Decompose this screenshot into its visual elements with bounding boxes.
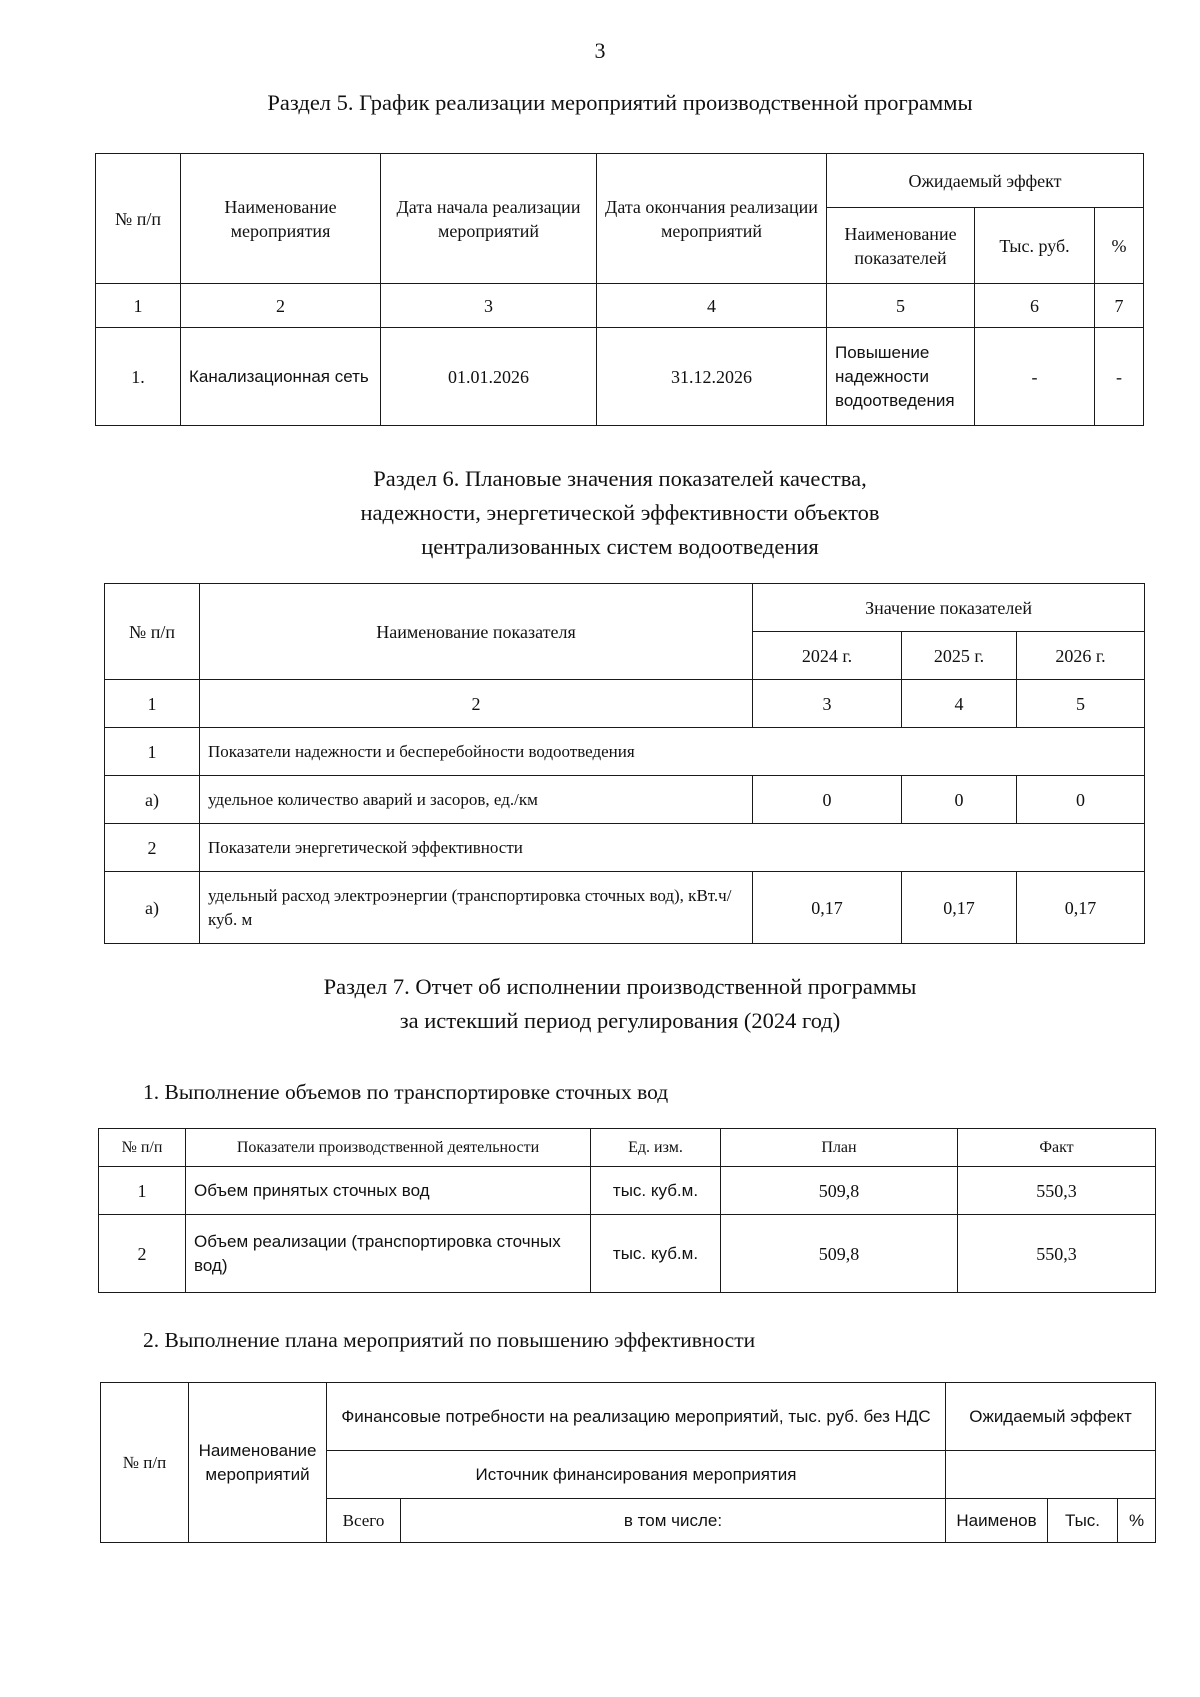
- header-start-date: Дата начала реализации мероприятий: [381, 154, 597, 284]
- header-plan: План: [721, 1129, 958, 1167]
- row-percent: -: [1095, 328, 1144, 426]
- header-end-date: Дата окончания реализации мероприятий: [597, 154, 827, 284]
- row-start-date: 01.01.2026: [381, 328, 597, 426]
- group-row: [105, 728, 1145, 776]
- col-num-7: 7: [1095, 284, 1144, 328]
- col-num-5: 5: [1017, 680, 1145, 728]
- col-num-4: 4: [902, 680, 1017, 728]
- efficiency-plan-table: [100, 1382, 1156, 1543]
- row-indicator: Объем принятых сточных вод: [186, 1167, 591, 1215]
- row-indicator-name: удельное количество аварий и засоров, ед./км: [200, 776, 753, 824]
- row-fact: 550,3: [958, 1167, 1156, 1215]
- section-5-title: Раздел 5. График реализации мероприятий производственной программы: [267, 90, 973, 115]
- col-num-6: 6: [975, 284, 1095, 328]
- section-6-title-line-3: централизованных систем водоотведения: [421, 534, 819, 559]
- row-plan: 509,8: [721, 1215, 958, 1293]
- header-financial-needs: Финансовые потребности на реализацию мероприятий, тыс. руб. без НДС: [327, 1383, 946, 1451]
- header-percent: %: [1118, 1499, 1156, 1543]
- section-5-table: [95, 153, 1144, 426]
- table-row: [105, 776, 1145, 824]
- header-thousand-rub: Тыс. руб.: [975, 208, 1095, 284]
- section-6-title-line-2: надежности, энергетической эффективности объектов: [360, 500, 880, 525]
- row-number: а): [105, 776, 200, 824]
- section-6-title-line-1: Раздел 6. Плановые значения показателей качества,: [373, 466, 867, 491]
- row-unit: тыс. куб.м.: [591, 1215, 721, 1293]
- row-number: 1: [99, 1167, 186, 1215]
- header-funding-source: Источник финансирования мероприятия: [327, 1451, 946, 1499]
- header-expected-effect-cont: [946, 1451, 1156, 1499]
- subsection-2-title: 2. Выполнение плана мероприятий по повышению эффективности: [143, 1328, 756, 1352]
- table-row: [105, 872, 1145, 944]
- header-indicator-values: Значение показателей: [753, 584, 1145, 632]
- section-7-title-line-2: за истекший период регулирования (2024 год): [399, 1008, 841, 1033]
- row-number: 2: [99, 1215, 186, 1293]
- header-activity-name: Наименование мероприятия: [181, 154, 381, 284]
- header-year-2024: 2024 г.: [753, 632, 902, 680]
- header-expected-effect: Ожидаемый эффект: [946, 1383, 1156, 1451]
- volumes-table: [98, 1128, 1156, 1293]
- col-num-3: 3: [381, 284, 597, 328]
- header-number: № п/п: [101, 1383, 189, 1543]
- row-value-2026: 0,17: [1017, 872, 1145, 944]
- table-row: [99, 1215, 1156, 1293]
- section-6-table: [104, 583, 1145, 944]
- header-indicator-name: Наименов: [946, 1499, 1048, 1543]
- col-num-1: 1: [96, 284, 181, 328]
- header-year-2026: 2026 г.: [1017, 632, 1145, 680]
- row-thousand-rub: -: [975, 328, 1095, 426]
- row-value-2025: 0,17: [902, 872, 1017, 944]
- page-number: 3: [594, 38, 606, 63]
- header-indicator-name: Наименование показателей: [827, 208, 975, 284]
- header-percent: %: [1095, 208, 1144, 284]
- header-total: Всего: [327, 1499, 401, 1543]
- col-num-4: 4: [597, 284, 827, 328]
- row-indicator: Объем реализации (транспортировка сточных вод): [186, 1215, 591, 1293]
- table-row: [96, 328, 1144, 426]
- col-num-1: 1: [105, 680, 200, 728]
- col-num-5: 5: [827, 284, 975, 328]
- header-indicator: Показатели производственной деятельности: [186, 1129, 591, 1167]
- row-value-2024: 0: [753, 776, 902, 824]
- header-number: № п/п: [105, 584, 200, 680]
- group-name: Показатели энергетической эффективности: [200, 824, 1145, 872]
- group-number: 1: [105, 728, 200, 776]
- table-row: [99, 1167, 1156, 1215]
- group-number: 2: [105, 824, 200, 872]
- row-value-2024: 0,17: [753, 872, 902, 944]
- section-7-title-line-1: Раздел 7. Отчет об исполнении производственной программы: [323, 974, 917, 999]
- header-year-2025: 2025 г.: [902, 632, 1017, 680]
- row-value-2026: 0: [1017, 776, 1145, 824]
- row-indicator-name: удельный расход электроэнергии (транспортировка сточных вод), кВт.ч/куб. м: [200, 872, 753, 944]
- header-fact: Факт: [958, 1129, 1156, 1167]
- col-num-2: 2: [181, 284, 381, 328]
- group-name: Показатели надежности и бесперебойности водоотведения: [200, 728, 1145, 776]
- header-activity-name: Наименование мероприятий: [189, 1383, 327, 1543]
- header-number: № п/п: [99, 1129, 186, 1167]
- row-activity-name: Канализационная сеть: [181, 328, 381, 426]
- header-indicator-name: Наименование показателя: [200, 584, 753, 680]
- row-end-date: 31.12.2026: [597, 328, 827, 426]
- row-plan: 509,8: [721, 1167, 958, 1215]
- header-thousand-rub: Тыс.: [1048, 1499, 1118, 1543]
- group-row: [105, 824, 1145, 872]
- row-value-2025: 0: [902, 776, 1017, 824]
- subsection-1-title: 1. Выполнение объемов по транспортировке сточных вод: [143, 1080, 669, 1104]
- row-number: 1.: [96, 328, 181, 426]
- header-number: № п/п: [96, 154, 181, 284]
- header-expected-effect: Ожидаемый эффект: [827, 154, 1144, 208]
- col-num-3: 3: [753, 680, 902, 728]
- row-indicator: Повышение надежности водоотведения: [827, 328, 975, 426]
- row-number: а): [105, 872, 200, 944]
- row-fact: 550,3: [958, 1215, 1156, 1293]
- col-num-2: 2: [200, 680, 753, 728]
- header-unit: Ед. изм.: [591, 1129, 721, 1167]
- row-unit: тыс. куб.м.: [591, 1167, 721, 1215]
- header-including: в том числе:: [401, 1499, 946, 1543]
